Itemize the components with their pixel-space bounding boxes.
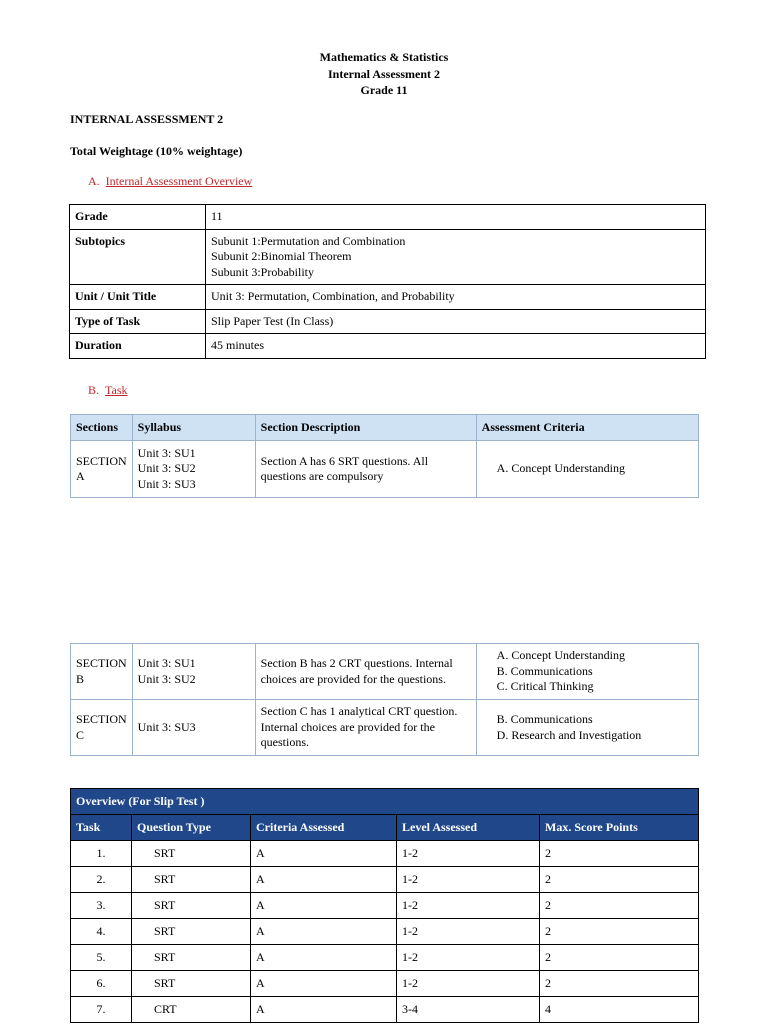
section-a-heading xyxy=(88,174,252,189)
criteria-assessed: A xyxy=(251,893,397,919)
task-table-header-row xyxy=(71,415,699,441)
section-a-letter: A. xyxy=(88,174,100,188)
overview-value-line: 11 xyxy=(211,209,223,223)
syllabus-item: Unit 3: SU2 xyxy=(137,461,196,476)
slip-row xyxy=(71,971,699,997)
overview-key: Unit / Unit Title xyxy=(70,285,206,310)
max-score: 4 xyxy=(540,997,699,1023)
section-a-syllabus xyxy=(132,441,255,498)
overview-row xyxy=(70,229,706,285)
max-score: 2 xyxy=(540,945,699,971)
col-sections: Sections xyxy=(71,415,133,441)
overview-row xyxy=(70,334,706,359)
section-b-description: Section B has 2 CRT questions. Internal choices are provided for the questions. xyxy=(255,644,476,700)
section-c-description: Section C has 1 analytical CRT question. Internal choices are provided for the questions. xyxy=(255,700,476,756)
max-score: 2 xyxy=(540,919,699,945)
section-b-title: Task xyxy=(105,383,128,397)
level-assessed: 1-2 xyxy=(397,919,540,945)
syllabus-item: Unit 3: SU1 xyxy=(137,445,196,460)
syllabus-item: Unit 3: SU3 xyxy=(137,476,196,491)
level-assessed: 1-2 xyxy=(397,841,540,867)
section-c-syllabus xyxy=(132,700,255,756)
col-criteria: Assessment Criteria xyxy=(476,415,698,441)
max-score: 2 xyxy=(540,867,699,893)
slip-row xyxy=(71,997,699,1023)
overview-value xyxy=(206,205,706,230)
question-type: SRT xyxy=(132,919,251,945)
overview-row xyxy=(70,309,706,334)
task-table-part1 xyxy=(70,414,699,498)
criteria-assessed: A xyxy=(251,997,397,1023)
criteria-item: A. Concept Understanding xyxy=(496,461,625,476)
overview-value-line: Unit 3: Permutation, Combination, and Probability xyxy=(211,289,455,303)
col-max-score: Max. Score Points xyxy=(540,815,699,841)
col-question-type: Question Type xyxy=(132,815,251,841)
overview-value xyxy=(206,285,706,310)
level-assessed: 3-4 xyxy=(397,997,540,1023)
col-syllabus: Syllabus xyxy=(132,415,255,441)
overview-value-line: Slip Paper Test (In Class) xyxy=(211,313,334,328)
task-number: 5. xyxy=(71,945,132,971)
section-c-name: SECTION C xyxy=(71,700,133,756)
overview-key: Subtopics xyxy=(70,229,206,285)
section-b-criteria xyxy=(476,644,698,700)
syllabus-item: Unit 3: SU3 xyxy=(137,719,196,734)
criteria-item: B. Communications xyxy=(496,663,593,678)
question-type: SRT xyxy=(132,971,251,997)
section-b-name: SECTION B xyxy=(71,644,133,700)
section-b-syllabus xyxy=(132,644,255,700)
slip-row xyxy=(71,867,699,893)
criteria-item: C. Critical Thinking xyxy=(496,679,594,694)
slip-test-table xyxy=(70,788,699,1023)
task-number: 7. xyxy=(71,997,132,1023)
section-b-heading xyxy=(88,383,128,398)
overview-value-line: Subunit 1:Permutation and Combination xyxy=(211,233,406,248)
overview-key: Type of Task xyxy=(70,309,206,334)
task-row-section-c xyxy=(71,700,699,756)
task-number: 6. xyxy=(71,971,132,997)
weightage-line: Total Weightage (10% weightage) xyxy=(70,144,243,158)
question-type: CRT xyxy=(132,997,251,1023)
criteria-assessed: A xyxy=(251,971,397,997)
col-level-assessed: Level Assessed xyxy=(397,815,540,841)
level-assessed: 1-2 xyxy=(397,867,540,893)
max-score: 2 xyxy=(540,841,699,867)
section-c-criteria xyxy=(476,700,698,756)
level-assessed: 1-2 xyxy=(397,893,540,919)
overview-key: Duration xyxy=(70,334,206,359)
task-row-section-b xyxy=(71,644,699,700)
page-title: INTERNAL ASSESSMENT 2 xyxy=(70,112,224,126)
task-table-part2 xyxy=(70,643,699,756)
document-header xyxy=(0,49,768,99)
task-number: 3. xyxy=(71,893,132,919)
overview-key: Grade xyxy=(70,205,206,230)
col-criteria-assessed: Criteria Assessed xyxy=(251,815,397,841)
task-row-section-a xyxy=(71,441,699,498)
slip-row xyxy=(71,945,699,971)
question-type: SRT xyxy=(132,867,251,893)
header-subject: Mathematics & Statistics xyxy=(319,50,449,64)
task-number: 2. xyxy=(71,867,132,893)
criteria-assessed: A xyxy=(251,919,397,945)
syllabus-item: Unit 3: SU2 xyxy=(137,671,196,686)
overview-value-line: 45 minutes xyxy=(211,338,264,352)
col-task: Task xyxy=(71,815,132,841)
question-type: SRT xyxy=(132,893,251,919)
question-type: SRT xyxy=(132,945,251,971)
slip-row xyxy=(71,919,699,945)
section-a-description: Section A has 6 SRT questions. All questions are compulsory xyxy=(255,441,476,498)
slip-row xyxy=(71,841,699,867)
level-assessed: 1-2 xyxy=(397,971,540,997)
overview-row xyxy=(70,205,706,230)
col-description: Section Description xyxy=(255,415,476,441)
section-a-criteria xyxy=(476,441,698,498)
max-score: 2 xyxy=(540,893,699,919)
section-a-title: Internal Assessment Overview xyxy=(105,174,253,188)
slip-header-row xyxy=(71,815,699,841)
criteria-assessed: A xyxy=(251,945,397,971)
overview-table xyxy=(69,204,706,359)
section-b-letter: B. xyxy=(88,383,100,397)
header-assessment: Internal Assessment 2 xyxy=(327,66,440,81)
criteria-assessed: A xyxy=(251,867,397,893)
overview-value xyxy=(206,229,706,285)
max-score: 2 xyxy=(540,971,699,997)
slip-caption-row xyxy=(71,789,699,815)
task-number: 1. xyxy=(71,841,132,867)
section-a-name: SECTION A xyxy=(71,441,133,498)
criteria-item: A. Concept Understanding xyxy=(496,648,625,663)
syllabus-item: Unit 3: SU1 xyxy=(137,656,196,670)
slip-caption: Overview (For Slip Test ) xyxy=(71,789,699,815)
overview-value xyxy=(206,309,706,334)
overview-row xyxy=(70,285,706,310)
level-assessed: 1-2 xyxy=(397,945,540,971)
criteria-item: B. Communications xyxy=(496,712,593,726)
criteria-item: D. Research and Investigation xyxy=(496,727,642,742)
criteria-assessed: A xyxy=(251,841,397,867)
overview-value-line: Subunit 2:Binomial Theorem xyxy=(211,249,352,263)
overview-value-line: Subunit 3:Probability xyxy=(211,264,315,279)
task-number: 4. xyxy=(71,919,132,945)
header-grade: Grade 11 xyxy=(360,83,408,97)
question-type: SRT xyxy=(132,841,251,867)
slip-row xyxy=(71,893,699,919)
overview-value xyxy=(206,334,706,359)
